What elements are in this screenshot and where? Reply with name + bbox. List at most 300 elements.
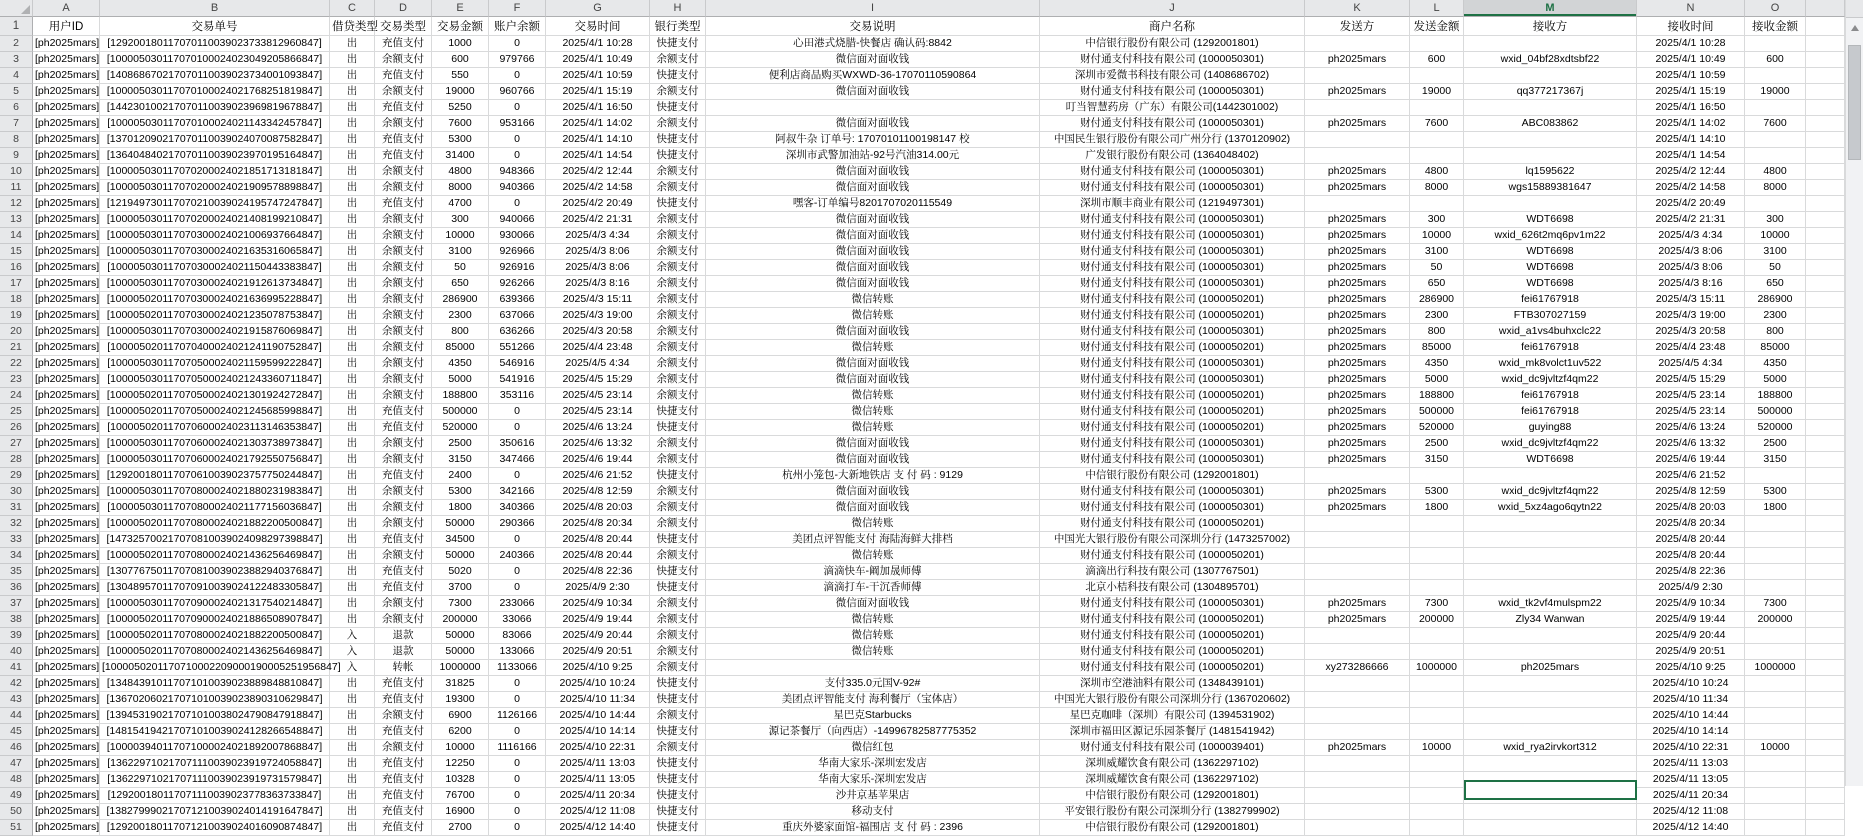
cell-A41[interactable]: [ph2025mars] [33, 660, 100, 676]
cell-G8[interactable]: 2025/4/1 14:10 [546, 132, 650, 148]
cell-C19[interactable]: 出 [330, 308, 375, 324]
header-cell-L1[interactable]: 发送金额 [1410, 17, 1464, 36]
cell-E7[interactable]: 7600 [432, 116, 489, 132]
cell-B35[interactable]: [130776750117070810039023882940376847] [100, 564, 330, 580]
cell-F41[interactable]: 1133066 [489, 660, 546, 676]
cell-H13[interactable]: 余额支付 [650, 212, 706, 228]
cell-J14[interactable]: 财付通支付科技有限公司 (1000050301) [1040, 228, 1305, 244]
cell-F23[interactable]: 541916 [489, 372, 546, 388]
row-header-7[interactable]: 7 [0, 116, 33, 132]
cell-O21[interactable]: 85000 [1745, 340, 1806, 356]
cell-partial-25[interactable] [1806, 404, 1845, 420]
cell-L15[interactable]: 3100 [1410, 244, 1464, 260]
cell-N2[interactable]: 2025/4/1 10:28 [1637, 36, 1745, 52]
cell-L38[interactable]: 200000 [1410, 612, 1464, 628]
cell-L34[interactable] [1410, 548, 1464, 564]
cell-L9[interactable] [1410, 148, 1464, 164]
cell-A26[interactable]: [ph2025mars] [33, 420, 100, 436]
cell-K30[interactable]: ph2025mars [1305, 484, 1410, 500]
cell-M9[interactable] [1464, 148, 1637, 164]
cell-G2[interactable]: 2025/4/1 10:28 [546, 36, 650, 52]
cell-G42[interactable]: 2025/4/10 10:24 [546, 676, 650, 692]
row-header-6[interactable]: 6 [0, 100, 33, 116]
cell-K47[interactable] [1305, 756, 1410, 772]
cell-B41[interactable]: [1000050201170710002209000190005251956847] [100, 660, 330, 676]
cell-O22[interactable]: 4350 [1745, 356, 1806, 372]
cell-O48[interactable] [1745, 772, 1806, 788]
cell-A29[interactable]: [ph2025mars] [33, 468, 100, 484]
cell-D36[interactable]: 充值支付 [375, 580, 432, 596]
cell-M8[interactable] [1464, 132, 1637, 148]
cell-E30[interactable]: 5300 [432, 484, 489, 500]
scroll-up-button[interactable] [1846, 18, 1863, 37]
row-header-34[interactable]: 34 [0, 548, 33, 564]
cell-I12[interactable]: 嘿客-订单编号8201707020115549 [706, 196, 1040, 212]
cell-J15[interactable]: 财付通支付科技有限公司 (1000050301) [1040, 244, 1305, 260]
cell-J22[interactable]: 财付通支付科技有限公司 (1000050301) [1040, 356, 1305, 372]
cell-N22[interactable]: 2025/4/5 4:34 [1637, 356, 1745, 372]
cell-B15[interactable]: [100005030117070300024021635316065847] [100, 244, 330, 260]
cell-F44[interactable]: 1126166 [489, 708, 546, 724]
cell-K44[interactable] [1305, 708, 1410, 724]
cell-H34[interactable]: 余额支付 [650, 548, 706, 564]
cell-J44[interactable]: 星巴克咖啡（深圳）有限公司 (1394531902) [1040, 708, 1305, 724]
cell-I21[interactable]: 微信转账 [706, 340, 1040, 356]
cell-K11[interactable]: ph2025mars [1305, 180, 1410, 196]
cell-partial-5[interactable] [1806, 84, 1845, 100]
header-cell-M1[interactable]: 接收方 [1464, 17, 1637, 36]
cell-B45[interactable]: [148154194217071010039024128266548847] [100, 724, 330, 740]
cell-H5[interactable]: 余额支付 [650, 84, 706, 100]
cell-M34[interactable] [1464, 548, 1637, 564]
cell-E49[interactable]: 76700 [432, 788, 489, 804]
cell-J31[interactable]: 财付通支付科技有限公司 (1000050301) [1040, 500, 1305, 516]
cell-C40[interactable]: 入 [330, 644, 375, 660]
cell-G25[interactable]: 2025/4/5 23:14 [546, 404, 650, 420]
cell-I22[interactable]: 微信面对面收钱 [706, 356, 1040, 372]
cell-D48[interactable]: 充值支付 [375, 772, 432, 788]
cell-J18[interactable]: 财付通支付科技有限公司 (1000050201) [1040, 292, 1305, 308]
cell-M10[interactable]: lq1595622 [1464, 164, 1637, 180]
cell-O35[interactable] [1745, 564, 1806, 580]
cell-M24[interactable]: fei61767918 [1464, 388, 1637, 404]
vertical-scrollbar[interactable] [1845, 0, 1863, 786]
cell-F49[interactable]: 0 [489, 788, 546, 804]
row-header-33[interactable]: 33 [0, 532, 33, 548]
cell-I30[interactable]: 微信面对面收钱 [706, 484, 1040, 500]
cell-partial-4[interactable] [1806, 68, 1845, 84]
cell-H3[interactable]: 余额支付 [650, 52, 706, 68]
cell-G49[interactable]: 2025/4/11 20:34 [546, 788, 650, 804]
column-header-N[interactable]: N [1637, 0, 1745, 17]
cell-N41[interactable]: 2025/4/10 9:25 [1637, 660, 1745, 676]
cell-L19[interactable]: 2300 [1410, 308, 1464, 324]
cell-K8[interactable] [1305, 132, 1410, 148]
cell-E34[interactable]: 50000 [432, 548, 489, 564]
cell-E36[interactable]: 3700 [432, 580, 489, 596]
cell-A40[interactable]: [ph2025mars] [33, 644, 100, 660]
cell-E50[interactable]: 16900 [432, 804, 489, 820]
cell-G21[interactable]: 2025/4/4 23:48 [546, 340, 650, 356]
cell-F22[interactable]: 546916 [489, 356, 546, 372]
cell-G43[interactable]: 2025/4/10 11:34 [546, 692, 650, 708]
cell-J43[interactable]: 中国光大银行股份有限公司深圳分行 (1367020602) [1040, 692, 1305, 708]
cell-I15[interactable]: 微信面对面收钱 [706, 244, 1040, 260]
cell-O6[interactable] [1745, 100, 1806, 116]
cell-F9[interactable]: 0 [489, 148, 546, 164]
row-header-16[interactable]: 16 [0, 260, 33, 276]
cell-J38[interactable]: 财付通支付科技有限公司 (1000050201) [1040, 612, 1305, 628]
header-cell-D1[interactable]: 交易类型 [375, 17, 432, 36]
cell-K41[interactable]: xy273286666 [1305, 660, 1410, 676]
cell-F11[interactable]: 940366 [489, 180, 546, 196]
cell-D50[interactable]: 充值支付 [375, 804, 432, 820]
cell-D18[interactable]: 余额支付 [375, 292, 432, 308]
cell-E41[interactable]: 1000000 [432, 660, 489, 676]
cell-N43[interactable]: 2025/4/10 11:34 [1637, 692, 1745, 708]
cell-O23[interactable]: 5000 [1745, 372, 1806, 388]
cell-C9[interactable]: 出 [330, 148, 375, 164]
cell-F13[interactable]: 940066 [489, 212, 546, 228]
cell-E43[interactable]: 19300 [432, 692, 489, 708]
cell-D51[interactable]: 充值支付 [375, 820, 432, 836]
cell-B6[interactable]: [144230100217070110039023969819678847] [100, 100, 330, 116]
cell-E23[interactable]: 5000 [432, 372, 489, 388]
cell-B38[interactable]: [100005020117070900024021886508907847] [100, 612, 330, 628]
cell-L18[interactable]: 286900 [1410, 292, 1464, 308]
cell-G29[interactable]: 2025/4/6 21:52 [546, 468, 650, 484]
cell-A20[interactable]: [ph2025mars] [33, 324, 100, 340]
cell-E22[interactable]: 4350 [432, 356, 489, 372]
row-header-50[interactable]: 50 [0, 804, 33, 820]
row-header-45[interactable]: 45 [0, 724, 33, 740]
column-header-H[interactable]: H [650, 0, 706, 17]
cell-E5[interactable]: 19000 [432, 84, 489, 100]
cell-A7[interactable]: [ph2025mars] [33, 116, 100, 132]
cell-A31[interactable]: [ph2025mars] [33, 500, 100, 516]
cell-A25[interactable]: [ph2025mars] [33, 404, 100, 420]
cell-B25[interactable]: [100005020117070500024021245685998847] [100, 404, 330, 420]
cell-J7[interactable]: 财付通支付科技有限公司 (1000050301) [1040, 116, 1305, 132]
cell-N26[interactable]: 2025/4/6 13:24 [1637, 420, 1745, 436]
cell-K26[interactable]: ph2025mars [1305, 420, 1410, 436]
cell-N27[interactable]: 2025/4/6 13:32 [1637, 436, 1745, 452]
cell-C34[interactable]: 出 [330, 548, 375, 564]
column-header-I[interactable]: I [706, 0, 1040, 17]
cell-G34[interactable]: 2025/4/8 20:44 [546, 548, 650, 564]
cell-L27[interactable]: 2500 [1410, 436, 1464, 452]
cell-J35[interactable]: 滴滴出行科技有限公司 (1307767501) [1040, 564, 1305, 580]
cell-B50[interactable]: [138279990217071210039024014191647847] [100, 804, 330, 820]
cell-I44[interactable]: 星巴克Starbucks [706, 708, 1040, 724]
cell-A14[interactable]: [ph2025mars] [33, 228, 100, 244]
cell-B31[interactable]: [100005030117070800024021177156036847] [100, 500, 330, 516]
cell-D9[interactable]: 充值支付 [375, 148, 432, 164]
cell-F2[interactable]: 0 [489, 36, 546, 52]
cell-D44[interactable]: 余额支付 [375, 708, 432, 724]
header-cell-O1[interactable]: 接收金额 [1745, 17, 1806, 36]
cell-C31[interactable]: 出 [330, 500, 375, 516]
cell-E26[interactable]: 520000 [432, 420, 489, 436]
cell-I2[interactable]: 心田港式烧腊-快餐店 确认码:8842 [706, 36, 1040, 52]
cell-K36[interactable] [1305, 580, 1410, 596]
cell-A51[interactable]: [ph2025mars] [33, 820, 100, 836]
cell-F31[interactable]: 340366 [489, 500, 546, 516]
cell-M23[interactable]: wxid_dc9jvltzf4qm22 [1464, 372, 1637, 388]
cell-I49[interactable]: 沙井京基苹果店 [706, 788, 1040, 804]
cell-K21[interactable]: ph2025mars [1305, 340, 1410, 356]
cell-E28[interactable]: 3150 [432, 452, 489, 468]
cell-C46[interactable]: 出 [330, 740, 375, 756]
cell-A23[interactable]: [ph2025mars] [33, 372, 100, 388]
cell-partial-47[interactable] [1806, 756, 1845, 772]
cell-H49[interactable]: 快捷支付 [650, 788, 706, 804]
cell-A3[interactable]: [ph2025mars] [33, 52, 100, 68]
cell-F29[interactable]: 0 [489, 468, 546, 484]
cell-J36[interactable]: 北京小桔科技有限公司 (1304895701) [1040, 580, 1305, 596]
cell-B26[interactable]: [100005020117070600024023113146353847] [100, 420, 330, 436]
cell-L39[interactable] [1410, 628, 1464, 644]
row-header-39[interactable]: 39 [0, 628, 33, 644]
cell-O33[interactable] [1745, 532, 1806, 548]
cell-L5[interactable]: 19000 [1410, 84, 1464, 100]
cell-G37[interactable]: 2025/4/9 10:34 [546, 596, 650, 612]
cell-K49[interactable] [1305, 788, 1410, 804]
cell-O7[interactable]: 7600 [1745, 116, 1806, 132]
cell-H24[interactable]: 余额支付 [650, 388, 706, 404]
cell-G44[interactable]: 2025/4/10 14:44 [546, 708, 650, 724]
cell-J48[interactable]: 深圳威耀饮食有限公司 (1362297102) [1040, 772, 1305, 788]
cell-A18[interactable]: [ph2025mars] [33, 292, 100, 308]
cell-A37[interactable]: [ph2025mars] [33, 596, 100, 612]
row-header-26[interactable]: 26 [0, 420, 33, 436]
cell-J12[interactable]: 深圳市顺丰商业有限公司 (1219497301) [1040, 196, 1305, 212]
cell-D31[interactable]: 余额支付 [375, 500, 432, 516]
row-header-47[interactable]: 47 [0, 756, 33, 772]
cell-N31[interactable]: 2025/4/8 20:03 [1637, 500, 1745, 516]
cell-B2[interactable]: [129200180117070110039023733812960847] [100, 36, 330, 52]
cell-A5[interactable]: [ph2025mars] [33, 84, 100, 100]
cell-A33[interactable]: [ph2025mars] [33, 532, 100, 548]
cell-N38[interactable]: 2025/4/9 19:44 [1637, 612, 1745, 628]
cell-C44[interactable]: 出 [330, 708, 375, 724]
cell-E48[interactable]: 10328 [432, 772, 489, 788]
scrollbar-thumb[interactable] [1848, 45, 1861, 160]
cell-A43[interactable]: [ph2025mars] [33, 692, 100, 708]
cell-G22[interactable]: 2025/4/5 4:34 [546, 356, 650, 372]
cell-O10[interactable]: 4800 [1745, 164, 1806, 180]
cell-N9[interactable]: 2025/4/1 14:54 [1637, 148, 1745, 164]
cell-L49[interactable] [1410, 788, 1464, 804]
cell-J51[interactable]: 中信银行股份有限公司 (1292001801) [1040, 820, 1305, 836]
cell-E38[interactable]: 200000 [432, 612, 489, 628]
cell-N25[interactable]: 2025/4/5 23:14 [1637, 404, 1745, 420]
column-header-A[interactable]: A [33, 0, 100, 17]
cell-F24[interactable]: 353116 [489, 388, 546, 404]
cell-F20[interactable]: 636266 [489, 324, 546, 340]
cell-partial-31[interactable] [1806, 500, 1845, 516]
cell-J47[interactable]: 深圳威耀饮食有限公司 (1362297102) [1040, 756, 1305, 772]
cell-G31[interactable]: 2025/4/8 20:03 [546, 500, 650, 516]
cell-O12[interactable] [1745, 196, 1806, 212]
cell-J30[interactable]: 财付通支付科技有限公司 (1000050301) [1040, 484, 1305, 500]
cell-J9[interactable]: 广发银行股份有限公司 (1364048402) [1040, 148, 1305, 164]
cell-H36[interactable]: 快捷支付 [650, 580, 706, 596]
column-header-C[interactable]: C [330, 0, 375, 17]
row-header-35[interactable]: 35 [0, 564, 33, 580]
cell-O49[interactable] [1745, 788, 1806, 804]
cell-N19[interactable]: 2025/4/3 19:00 [1637, 308, 1745, 324]
cell-L12[interactable] [1410, 196, 1464, 212]
cell-L7[interactable]: 7600 [1410, 116, 1464, 132]
cell-partial-38[interactable] [1806, 612, 1845, 628]
cell-I35[interactable]: 滴滴快车-阚加晟师傅 [706, 564, 1040, 580]
cell-L48[interactable] [1410, 772, 1464, 788]
cell-B39[interactable]: [100005020117070800024021882200500847] [100, 628, 330, 644]
cell-H20[interactable]: 余额支付 [650, 324, 706, 340]
cell-C8[interactable]: 出 [330, 132, 375, 148]
cell-C26[interactable]: 出 [330, 420, 375, 436]
cell-C14[interactable]: 出 [330, 228, 375, 244]
cell-D2[interactable]: 充值支付 [375, 36, 432, 52]
cell-L40[interactable] [1410, 644, 1464, 660]
cell-N40[interactable]: 2025/4/9 20:51 [1637, 644, 1745, 660]
cell-partial-27[interactable] [1806, 436, 1845, 452]
cell-C43[interactable]: 出 [330, 692, 375, 708]
cell-C50[interactable]: 出 [330, 804, 375, 820]
cell-M39[interactable] [1464, 628, 1637, 644]
cell-M17[interactable]: WDT6698 [1464, 276, 1637, 292]
cell-N46[interactable]: 2025/4/10 22:31 [1637, 740, 1745, 756]
cell-E11[interactable]: 8000 [432, 180, 489, 196]
cell-L43[interactable] [1410, 692, 1464, 708]
cell-L28[interactable]: 3150 [1410, 452, 1464, 468]
cell-E45[interactable]: 6200 [432, 724, 489, 740]
cell-G45[interactable]: 2025/4/10 14:14 [546, 724, 650, 740]
cell-G32[interactable]: 2025/4/8 20:34 [546, 516, 650, 532]
cell-C5[interactable]: 出 [330, 84, 375, 100]
cell-E33[interactable]: 34500 [432, 532, 489, 548]
cell-F8[interactable]: 0 [489, 132, 546, 148]
cell-I46[interactable]: 微信红包 [706, 740, 1040, 756]
cell-D26[interactable]: 充值支付 [375, 420, 432, 436]
cell-N16[interactable]: 2025/4/3 8:06 [1637, 260, 1745, 276]
cell-I29[interactable]: 杭州小笼包-大新地铁店 支 付 码 : 9129 [706, 468, 1040, 484]
cell-M26[interactable]: guying88 [1464, 420, 1637, 436]
cell-I42[interactable]: 支付335.0元国V-92# [706, 676, 1040, 692]
cell-L29[interactable] [1410, 468, 1464, 484]
cell-partial-14[interactable] [1806, 228, 1845, 244]
cell-C28[interactable]: 出 [330, 452, 375, 468]
cell-L32[interactable] [1410, 516, 1464, 532]
cell-M14[interactable]: wxid_626t2mq6pv1m22 [1464, 228, 1637, 244]
cell-N37[interactable]: 2025/4/9 10:34 [1637, 596, 1745, 612]
cell-A2[interactable]: [ph2025mars] [33, 36, 100, 52]
cell-O44[interactable] [1745, 708, 1806, 724]
cell-C18[interactable]: 出 [330, 292, 375, 308]
cell-L42[interactable] [1410, 676, 1464, 692]
cell-partial-24[interactable] [1806, 388, 1845, 404]
cell-I24[interactable]: 微信转账 [706, 388, 1040, 404]
cell-B16[interactable]: [100005030117070300024021150443383847] [100, 260, 330, 276]
header-cell-G1[interactable]: 交易时间 [546, 17, 650, 36]
cell-K32[interactable] [1305, 516, 1410, 532]
row-header-23[interactable]: 23 [0, 372, 33, 388]
cell-O38[interactable]: 200000 [1745, 612, 1806, 628]
cell-J41[interactable]: 财付通支付科技有限公司 (1000050201) [1040, 660, 1305, 676]
cell-I11[interactable]: 微信面对面收钱 [706, 180, 1040, 196]
row-header-19[interactable]: 19 [0, 308, 33, 324]
row-header-51[interactable]: 51 [0, 820, 33, 836]
header-cell-C1[interactable]: 借贷类型 [330, 17, 375, 36]
cell-A39[interactable]: [ph2025mars] [33, 628, 100, 644]
cell-G48[interactable]: 2025/4/11 13:05 [546, 772, 650, 788]
cell-E31[interactable]: 1800 [432, 500, 489, 516]
cell-E25[interactable]: 500000 [432, 404, 489, 420]
cell-N45[interactable]: 2025/4/10 14:14 [1637, 724, 1745, 740]
cell-L11[interactable]: 8000 [1410, 180, 1464, 196]
cell-K16[interactable]: ph2025mars [1305, 260, 1410, 276]
cell-B28[interactable]: [100005030117070600024021792550756847] [100, 452, 330, 468]
cell-partial-51[interactable] [1806, 820, 1845, 836]
cell-E27[interactable]: 2500 [432, 436, 489, 452]
cell-N47[interactable]: 2025/4/11 13:03 [1637, 756, 1745, 772]
cell-L20[interactable]: 800 [1410, 324, 1464, 340]
cell-E15[interactable]: 3100 [432, 244, 489, 260]
cell-N51[interactable]: 2025/4/12 14:40 [1637, 820, 1745, 836]
cell-M38[interactable]: Zly34 Wanwan [1464, 612, 1637, 628]
cell-M7[interactable]: ABC083862 [1464, 116, 1637, 132]
cell-B8[interactable]: [137012090217070110039024070087582847] [100, 132, 330, 148]
cell-K7[interactable]: ph2025mars [1305, 116, 1410, 132]
cell-M36[interactable] [1464, 580, 1637, 596]
cell-N7[interactable]: 2025/4/1 14:02 [1637, 116, 1745, 132]
cell-I18[interactable]: 微信转账 [706, 292, 1040, 308]
header-cell-partial1[interactable] [1806, 17, 1845, 36]
cell-A13[interactable]: [ph2025mars] [33, 212, 100, 228]
cell-D17[interactable]: 余额支付 [375, 276, 432, 292]
cell-B24[interactable]: [100005020117070500024021301924272847] [100, 388, 330, 404]
row-header-17[interactable]: 17 [0, 276, 33, 292]
column-header-E[interactable]: E [432, 0, 489, 17]
cell-O2[interactable] [1745, 36, 1806, 52]
cell-A34[interactable]: [ph2025mars] [33, 548, 100, 564]
cell-K43[interactable] [1305, 692, 1410, 708]
cell-G6[interactable]: 2025/4/1 16:50 [546, 100, 650, 116]
cell-I45[interactable]: 源记茶餐厅（向西店）-14996782587775352 [706, 724, 1040, 740]
cell-L33[interactable] [1410, 532, 1464, 548]
cell-F45[interactable]: 0 [489, 724, 546, 740]
cell-I33[interactable]: 美团点评智能支付 海陆海鲜大排档 [706, 532, 1040, 548]
cell-K10[interactable]: ph2025mars [1305, 164, 1410, 180]
cell-L31[interactable]: 1800 [1410, 500, 1464, 516]
cell-J34[interactable]: 财付通支付科技有限公司 (1000050201) [1040, 548, 1305, 564]
cell-M3[interactable]: wxid_04bf28xdtsbf22 [1464, 52, 1637, 68]
cell-D42[interactable]: 充值支付 [375, 676, 432, 692]
cell-J23[interactable]: 财付通支付科技有限公司 (1000050301) [1040, 372, 1305, 388]
cell-M20[interactable]: wxid_a1vs4buhxclc22 [1464, 324, 1637, 340]
cell-G14[interactable]: 2025/4/3 4:34 [546, 228, 650, 244]
cell-H11[interactable]: 余额支付 [650, 180, 706, 196]
cell-H40[interactable]: 余额支付 [650, 644, 706, 660]
cell-B23[interactable]: [100005030117070500024021243360711847] [100, 372, 330, 388]
cell-J32[interactable]: 财付通支付科技有限公司 (1000050201) [1040, 516, 1305, 532]
cell-O39[interactable] [1745, 628, 1806, 644]
cell-O20[interactable]: 800 [1745, 324, 1806, 340]
cell-D5[interactable]: 余额支付 [375, 84, 432, 100]
cell-C24[interactable]: 出 [330, 388, 375, 404]
cell-J3[interactable]: 财付通支付科技有限公司 (1000050301) [1040, 52, 1305, 68]
